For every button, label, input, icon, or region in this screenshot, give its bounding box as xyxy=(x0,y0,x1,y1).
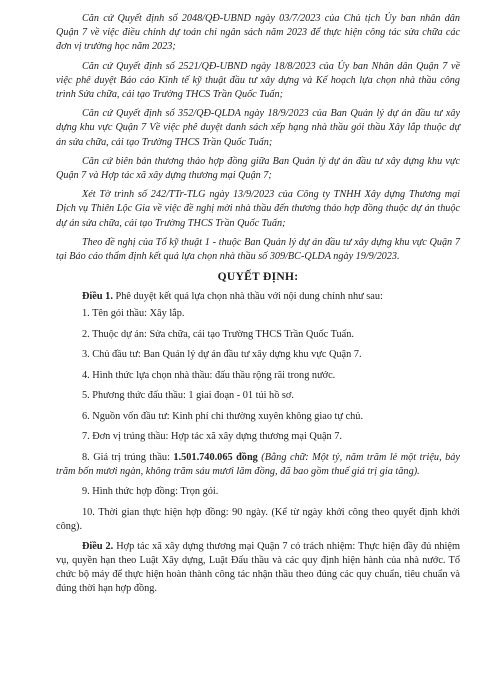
item-8-prefix: 8. Giá trị trúng thầu: xyxy=(82,451,174,463)
item-8 xyxy=(56,451,460,479)
article-2-head: Điều 2. xyxy=(82,541,114,553)
item-4: 4. Hình thức lựa chọn nhà thầu: đấu thầu rộng rãi trong nước. xyxy=(82,369,336,381)
article-1-head: Điều 1. xyxy=(82,291,113,303)
item-2: 2. Thuộc dự án: Sửa chữa, cải tạo Trường THCS Trần Quốc Tuấn. xyxy=(82,328,354,340)
article-2 xyxy=(56,540,460,596)
recital-1: Căn cứ Quyết định số 2048/QĐ-UBND ngày 03/7/2023 của Chủ tịch Ủy ban nhân dân Quận 7 về việc điều chỉnh dự toán chi ngân sách năm 2023 để thực hiện công tác sửa chữa các đơn vị trường học năm 2023; xyxy=(56,13,460,53)
decision-title: QUYẾT ĐỊNH: xyxy=(217,271,299,284)
article-1 xyxy=(56,290,460,304)
item-7: 7. Đơn vị trúng thầu: Hợp tác xã xây dựng thương mại Quận 7. xyxy=(82,431,342,443)
article-2-text: Hợp tác xã xây dựng thương mại Quận 7 có trách nhiệm: Thực hiện đầy đủ nhiệm vụ, quyền hạn theo Luật Xây dựng, Luật Đấu thầu và các quy định hiện hành của nhà nước. Tổ chức bộ máy để thực hiện hoàn thành công tác nhận thầu theo đúng các quy chuẩn, tiêu chuẩn và đúng thời hạn hợp đồng. xyxy=(56,541,460,595)
item-3: 3. Chủ đầu tư: Ban Quản lý dự án đầu tư xây dựng khu vực Quận 7. xyxy=(82,349,362,361)
contract-amount: 1.501.740.065 đồng xyxy=(173,451,258,463)
recital-3: Căn cứ Quyết định số 352/QĐ-QLDA ngày 18/9/2023 của Ban Quản lý dự án đầu tư xây dựng khu vực Quận 7 Về việc phê duyệt danh sách xếp hạng nhà thầu gói thầu Xây lắp thuộc dự án sửa chữa, cải tạo Trường THCS Trần Quốc Tuấn; xyxy=(56,108,460,148)
article-1-text: Phê duyệt kết quả lựa chọn nhà thầu với nội dung chính như sau: xyxy=(112,291,383,303)
recital-2: Căn cứ Quyết định số 2521/QĐ-UBND ngày 18/8/2023 của Ủy ban Nhân dân Quận 7 về việc phê duyệt Báo cáo Kinh tế kỹ thuật đầu tư xây dựng và Kế hoạch lựa chọn nhà thầu công trình Sửa chữa, cải tạo Trường THCS Trần Quốc Tuấn; xyxy=(56,60,460,101)
item-5: 5. Phương thức đấu thầu: 1 giai đoạn - 01 túi hồ sơ. xyxy=(82,390,294,402)
item-1: 1. Tên gói thầu: Xây lắp. xyxy=(82,308,185,320)
recital-6: Theo đề nghị của Tổ kỹ thuật 1 - thuộc Ban Quản lý dự án đầu tư xây dựng khu vực Quận 7 tại Báo cáo thẩm định kết quả lựa chọn nhà thầu số 309/BC-QLDA ngày 19/9/2023. xyxy=(56,236,460,263)
amount-in-words: (Bằng chữ: Một tỷ, năm trăm lẻ một triệu, bảy trăm bốn mươi ngàn, không trăm sáu mươi lăm đồng, đã bao gồm thuế giá trị gia tăng). xyxy=(56,451,460,477)
item-10: 10. Thời gian thực hiện hợp đồng: 90 ngày. (Kể từ ngày khởi công theo quyết định khởi công). xyxy=(56,506,460,532)
item-9: 9. Hình thức hợp đồng: Trọn gói. xyxy=(82,486,219,498)
recital-5: Xét Tờ trình số 242/TTr-TLG ngày 13/9/2023 của Công ty TNHH Xây dựng Thương mại Dịch vụ Thiên Lộc Gia về việc đề nghị mời nhà thầu đến thương thảo hợp đồng thuộc dự án thuộc dự án sửa chữa, cải tạo Trường THCS Trần Quốc Tuấn; xyxy=(56,189,460,229)
item-6: 6. Nguồn vốn đầu tư: Kinh phí chi thường xuyên không giao tự chủ. xyxy=(82,410,364,422)
recital-4: Căn cứ biên bản thương thảo hợp đồng giữa Ban Quản lý dự án đầu tư xây dựng khu vực Quận 7 và Hợp tác xã xây dựng thương mại Quận 7; xyxy=(56,155,460,182)
